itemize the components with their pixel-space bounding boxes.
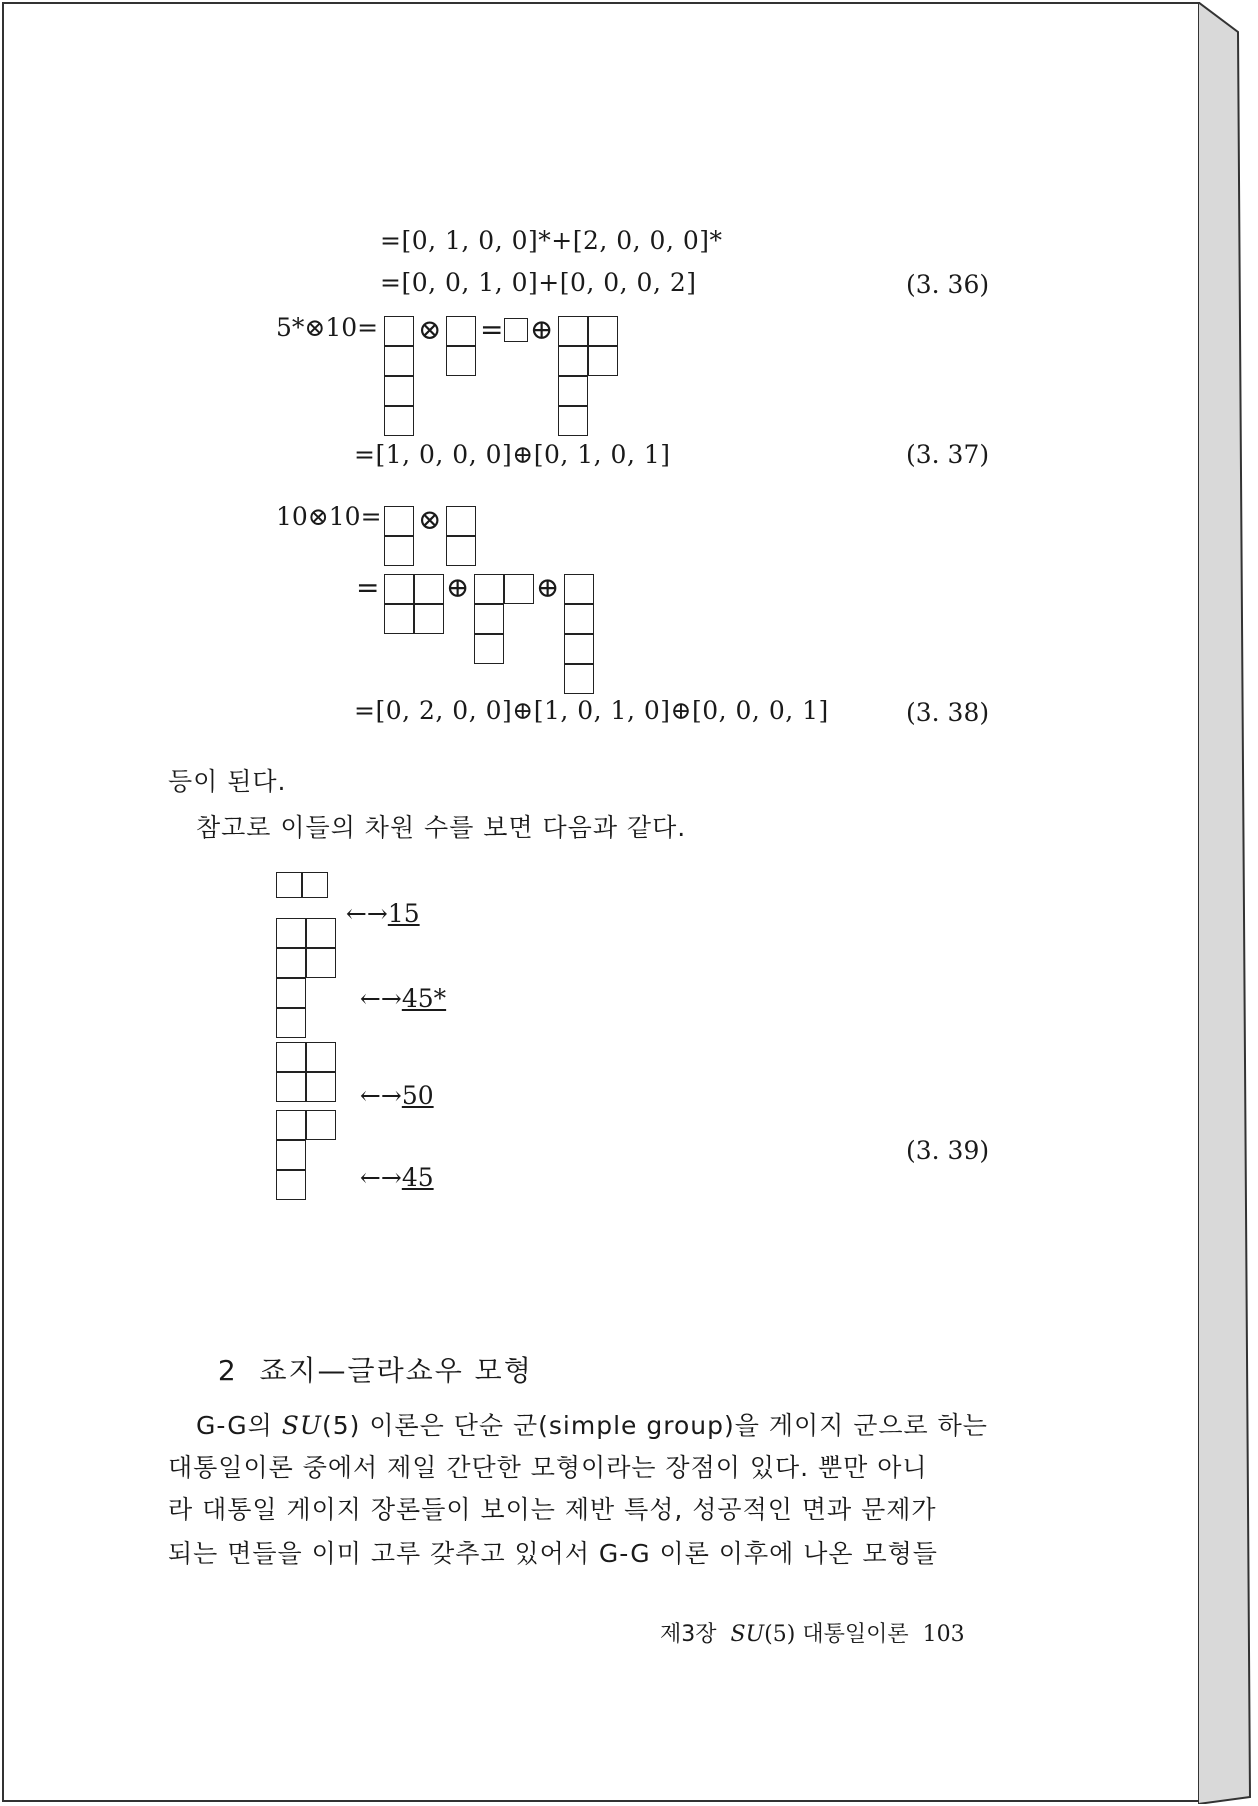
equals-symbol: = <box>480 313 504 346</box>
footer-su: SU <box>730 1622 765 1647</box>
eq38-lhs: 10⊗10= <box>276 502 382 531</box>
eq38-number: (3. 38) <box>906 698 990 727</box>
arrow-icon: ←→ <box>359 1163 402 1192</box>
eq36-line2: =[0, 0, 1, 0]+[0, 0, 0, 2] <box>380 268 697 297</box>
footer-chapter: 제3장 <box>660 1622 717 1647</box>
section-number: 2 <box>217 1354 238 1387</box>
arrow-icon: ←→ <box>359 984 402 1013</box>
section-title: 죠지—글라쇼우 모형 <box>259 1354 533 1387</box>
dim-value: 45* <box>401 984 447 1013</box>
section-heading <box>196 1316 533 1389</box>
paragraph-line3: 라 대통일 게이지 장론들이 보이는 제반 특성, 성공적인 면과 문제가 <box>168 1495 937 1524</box>
eq36-number: (3. 36) <box>906 270 990 299</box>
paragraph-line1 <box>196 1406 988 1442</box>
page-footer <box>646 1592 965 1648</box>
eq37-result: =[1, 0, 0, 0]⊕[0, 1, 0, 1] <box>354 440 671 469</box>
eq37-number: (3. 37) <box>906 440 990 469</box>
oplus-symbol: ⊕ <box>536 571 560 604</box>
footer-title: 대통일이론 <box>802 1622 909 1647</box>
text-line1: 등이 된다. <box>168 767 287 796</box>
dim-value: 45 <box>401 1163 434 1192</box>
equals-symbol: = <box>356 571 380 604</box>
dim-value: 50 <box>401 1081 434 1110</box>
eq37-lhs: 5*⊗10= <box>276 313 379 342</box>
footer-five: (5) <box>764 1622 796 1647</box>
dim-value: 15 <box>387 899 420 928</box>
su-symbol: SU <box>281 1411 322 1440</box>
dim-45star <box>344 955 446 1013</box>
dim-45 <box>344 1134 434 1192</box>
paragraph-line4: 되는 면들을 이미 고루 갖추고 있어서 G-G 이론 이후에 나온 모형들 <box>168 1539 938 1568</box>
eq38-result: =[0, 2, 0, 0]⊕[1, 0, 1, 0]⊕[0, 0, 0, 1] <box>354 696 829 725</box>
dim-50 <box>344 1052 434 1110</box>
paragraph-line2: 대통일이론 중에서 제일 간단한 모형이라는 장점이 있다. 뿐만 아니 <box>168 1453 928 1482</box>
dim-15 <box>330 870 420 928</box>
oplus-symbol: ⊕ <box>530 313 554 346</box>
para-text: (5) 이론은 단순 군(simple group)을 게이지 군으로 하는 <box>321 1411 988 1440</box>
text-line2: 참고로 이들의 차원 수를 보면 다음과 같다. <box>196 813 687 842</box>
arrow-icon: ←→ <box>359 1081 402 1110</box>
arrow-icon: ←→ <box>345 899 388 928</box>
otimes-symbol: ⊗ <box>418 503 442 536</box>
page-number: 103 <box>922 1622 965 1647</box>
eq36-line1: =[0, 1, 0, 0]*+[2, 0, 0, 0]* <box>380 226 723 255</box>
oplus-symbol: ⊕ <box>446 571 470 604</box>
otimes-symbol: ⊗ <box>418 313 442 346</box>
para-text: G-G의 <box>196 1411 282 1440</box>
eq39-number: (3. 39) <box>906 1136 990 1165</box>
